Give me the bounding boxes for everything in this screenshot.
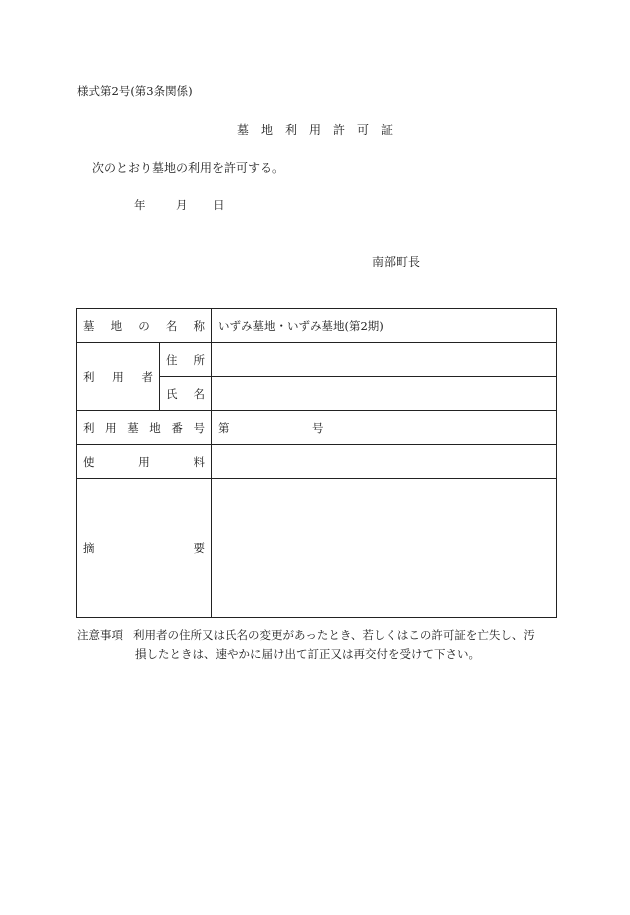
address-field[interactable] xyxy=(212,343,557,377)
title-char: 墓 xyxy=(236,123,261,137)
user-label-cell xyxy=(77,343,160,411)
label-char: 墓 xyxy=(83,318,95,333)
notice-line-2: 損したときは、速やかに届け出て訂正又は再交付を受けて下さい。 xyxy=(135,647,480,661)
title-char: 利 xyxy=(284,123,309,137)
cemetery-name-value: いずみ墓地・いずみ墓地(第2期) xyxy=(212,309,557,343)
summary-label-cell xyxy=(77,479,212,618)
cemetery-name-label-cell xyxy=(77,309,212,343)
label-char: 地 xyxy=(110,318,123,333)
table-row xyxy=(77,309,557,343)
label-char: 名 xyxy=(165,318,178,333)
label-char: 氏 xyxy=(166,386,178,401)
permit-table xyxy=(76,308,557,618)
table-row xyxy=(77,445,557,479)
label-char: の xyxy=(138,318,150,333)
title-char: 用 xyxy=(308,123,333,137)
issuer-name: 南部町長 xyxy=(372,255,421,269)
label-char: 称 xyxy=(193,318,205,333)
label-char: 地 xyxy=(149,420,161,435)
address-label-cell xyxy=(160,343,212,377)
name-label-cell xyxy=(160,377,212,411)
title-char: 証 xyxy=(381,123,394,137)
table-row xyxy=(77,411,557,445)
plot-number-field[interactable] xyxy=(212,411,557,445)
label-char: 利 xyxy=(83,420,95,435)
plot-number-prefix: 第 xyxy=(218,420,230,435)
label-char: 料 xyxy=(193,454,205,469)
fee-label-cell xyxy=(77,445,212,479)
form-number-label: 様式第2号(第3条関係) xyxy=(77,84,193,98)
label-char: 所 xyxy=(193,352,205,367)
intro-text: 次のとおり墓地の利用を許可する。 xyxy=(92,161,285,175)
label-char: 者 xyxy=(141,369,153,384)
label-char: 墓 xyxy=(127,420,139,435)
document-title xyxy=(0,124,630,136)
plot-number-suffix: 号 xyxy=(312,420,324,435)
notice xyxy=(77,626,557,664)
name-field[interactable] xyxy=(212,377,557,411)
title-char: 地 xyxy=(260,123,285,137)
summary-field[interactable] xyxy=(212,479,557,618)
label-char: 番 xyxy=(171,420,183,435)
date-day-label: 日 xyxy=(213,198,225,212)
label-char: 用 xyxy=(138,454,150,469)
label-char: 利 xyxy=(83,369,95,384)
label-char: 名 xyxy=(193,386,205,401)
plot-number-label-cell xyxy=(77,411,212,445)
date-year-label: 年 xyxy=(134,198,146,212)
label-char: 住 xyxy=(166,352,178,367)
issue-date xyxy=(134,200,225,212)
label-char: 摘 xyxy=(83,541,95,555)
table-row xyxy=(77,343,557,377)
label-char: 用 xyxy=(105,420,117,435)
label-char: 要 xyxy=(193,541,205,555)
label-char: 号 xyxy=(193,420,205,435)
table-row xyxy=(77,479,557,618)
title-char: 可 xyxy=(357,123,382,137)
notice-line-1: 利用者の住所又は氏名の変更があったとき、若しくはこの許可証を亡失し、汚 xyxy=(133,628,535,642)
date-month-label: 月 xyxy=(176,198,188,212)
label-char: 使 xyxy=(83,454,95,469)
title-char: 許 xyxy=(333,123,358,137)
label-char: 用 xyxy=(112,369,124,384)
notice-heading: 注意事項 xyxy=(77,628,123,642)
fee-field[interactable] xyxy=(212,445,557,479)
